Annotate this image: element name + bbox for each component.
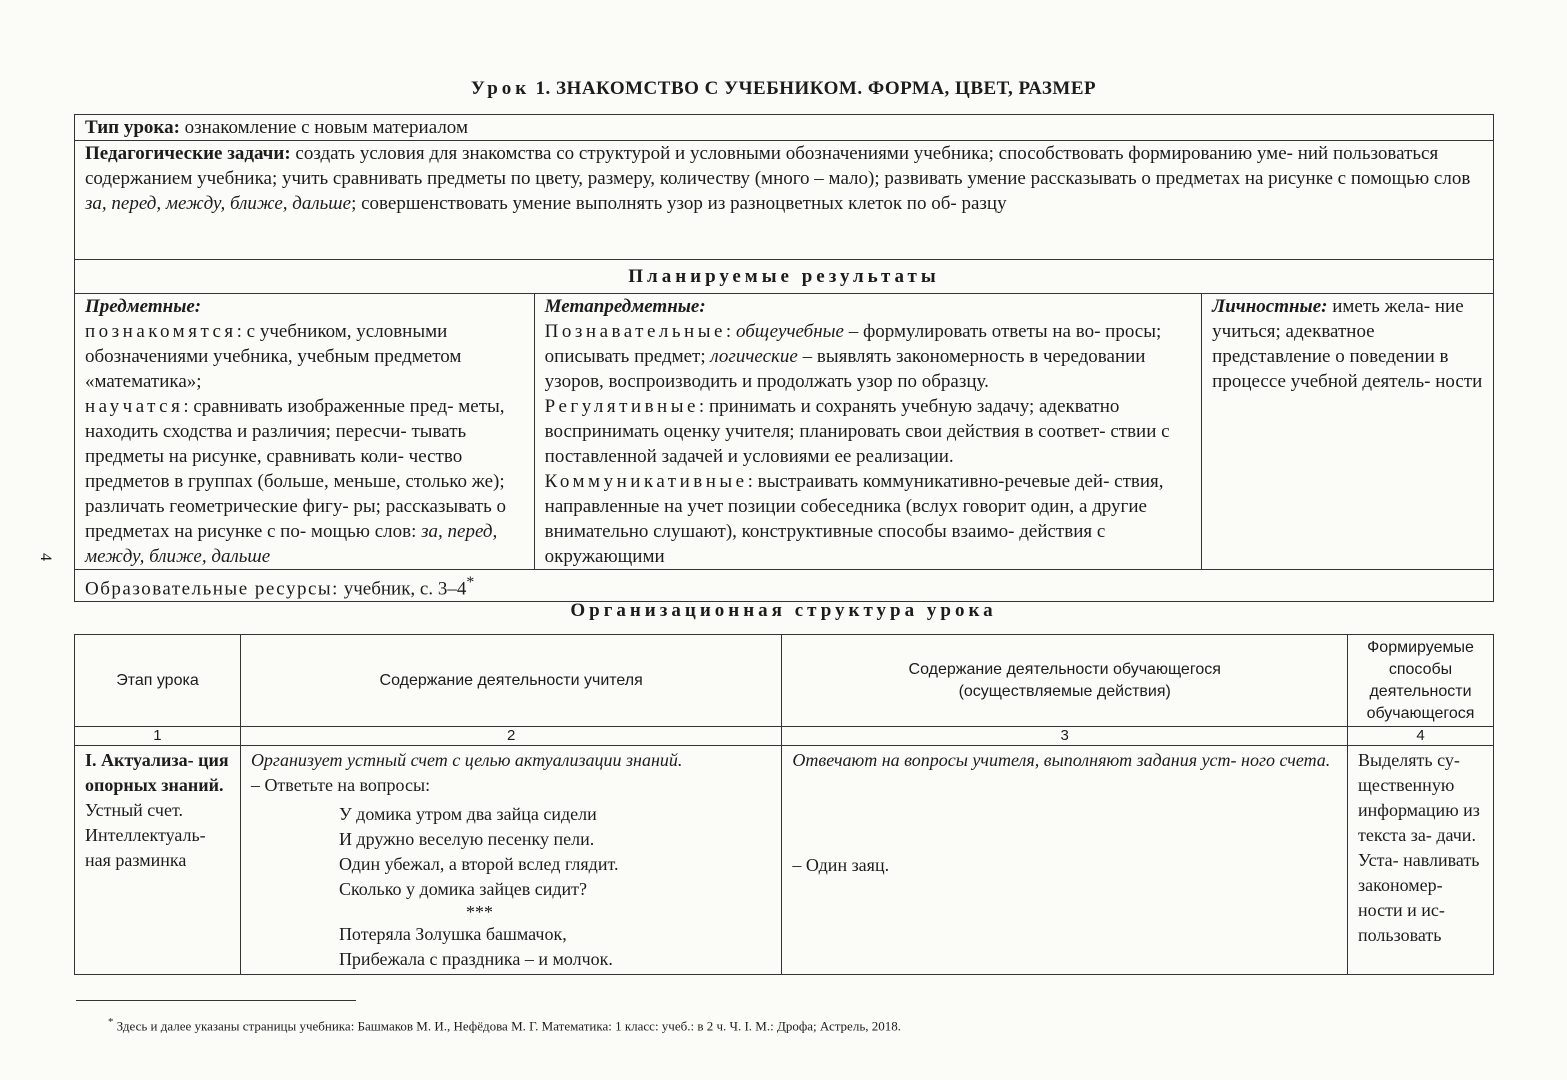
poem-separator: *** — [465, 902, 493, 922]
personal-label: Личностные: — [1212, 296, 1328, 317]
meta-communicative — [545, 469, 1191, 569]
subject-p1-text: : с учебником, условными обозначениями учебника, учебным предметом «математика»; — [85, 321, 462, 392]
resources-footnote-mark: * — [466, 574, 475, 591]
tasks-text-1: создать условия для знакомства со структурой и условными обозначениями учебника; способствовать формированию уме- ний пользоваться содержанием учебника; учить сравнивать предметы по цвету, размеру, количеству (много – мало); развивать умение рассказывать о предметах на рисунке с помощью слов — [85, 143, 1471, 189]
meta-cog-b: логические — [710, 346, 798, 367]
pedagogical-tasks-cell — [75, 141, 1494, 260]
tasks-words: за, перед, между, ближе, дальше — [85, 193, 352, 214]
subject-p1 — [85, 319, 524, 394]
poem-1 — [251, 802, 771, 902]
subject-p1-lead: познакомятся — [85, 321, 237, 342]
lesson-info-table — [74, 114, 1494, 602]
footnote-mark: * — [108, 1016, 114, 1028]
stage-cell — [75, 746, 241, 975]
lesson-title-text: 1. ЗНАКОМСТВО С УЧЕБНИКОМ. ФОРМА, ЦВЕТ, РАЗМЕР — [535, 78, 1097, 99]
meta-reg-text: : принимать и сохранять учебную задачу; адекватно воспринимать оценку учителя; планировать свои действия в соответ- ствии с поставленной задачей и условиями ее реализации. — [544, 396, 1170, 467]
lesson-structure-table — [74, 634, 1494, 975]
student-answer: – Один заяц. — [792, 855, 890, 875]
meta-reg-lead: Регулятивные — [544, 396, 699, 417]
lesson-title-prefix: Урок — [470, 78, 531, 99]
poem-2-line: Потеряла Золушка башмачок, — [338, 924, 567, 944]
col-header-student: Содержание деятельности обучающегося (осуществляемые действия) — [782, 635, 1348, 727]
meta-label: Метапредметные: — [544, 296, 706, 317]
subject-p2-lead: научатся — [85, 396, 184, 417]
meta-com-lead: Коммуникативные — [544, 471, 748, 492]
student-activity: Отвечают на вопросы учителя, выполняют задания уст- ного счета. — [792, 750, 1331, 770]
col-header-teacher: Содержание деятельности учителя — [240, 635, 781, 727]
resources-text: учебник, с. 3–4 — [343, 578, 467, 600]
meta-com-text: : выстраивать коммуникативно-речевые дей- ствия, направленные на учет позиции собеседника (вслух говорит один, а другие внимательно слушают), конструктивные способы взаимо- действия с окружающими — [544, 471, 1164, 567]
meta-cog-a: общеучебные — [735, 321, 844, 342]
poem-1-line: У домика утром два зайца сидели — [338, 804, 597, 824]
skills-text: Выделять су- щественную информацию из текста за- дачи. Уста- навливать закономер- ности и ис- пользовать — [1358, 750, 1480, 945]
subject-p2 — [85, 394, 524, 569]
col-number-2: 2 — [240, 727, 781, 746]
col-number-3: 3 — [782, 727, 1348, 746]
personal-results-cell — [1202, 294, 1494, 570]
lesson-type-value: ознакомление с новым материалом — [184, 117, 468, 138]
meta-cog-text2: – выявлять закономерность в чередовании узоров, воспроизводить и продолжать узор по образцу. — [544, 346, 1146, 392]
page-number: 4 — [37, 553, 54, 561]
subject-label: Предметные: — [85, 296, 202, 317]
footnote-text: Здесь и далее указаны страницы учебника: Башмаков М. И., Нефёдова М. Г. Математика: 1 класс: учеб.: в 2 ч. Ч. I. М.: Дрофа; Астрель, 2018. — [116, 1018, 901, 1034]
col-header-skills: Формируемые способы деятельности обучающегося — [1348, 635, 1494, 727]
structure-heading: Организационная структура урока — [570, 600, 997, 621]
poem-1-line: И дружно веселую песенку пели. — [338, 829, 595, 849]
meta-results-cell — [534, 294, 1201, 570]
resources-cell — [75, 570, 1494, 602]
skills-cell — [1348, 746, 1494, 975]
lesson-type-cell — [75, 115, 1494, 141]
poem-2 — [251, 922, 771, 972]
teacher-cell — [240, 746, 781, 975]
subject-results-cell — [75, 294, 535, 570]
resources-lead: Образовательные ресурсы: — [85, 578, 339, 600]
col-number-1: 1 — [75, 727, 241, 746]
lesson-title — [0, 78, 1567, 100]
footnote-divider — [76, 1000, 356, 1001]
stage-title: I. Актуализа- ция опорных знаний. — [85, 750, 229, 795]
student-cell — [782, 746, 1348, 975]
footnote — [108, 1016, 901, 1034]
col-number-4: 4 — [1348, 727, 1494, 746]
meta-cog-lead: Познавательные — [544, 321, 726, 342]
personal-text: иметь жела- ние учиться; адекватное представление о поведении в процессе учебной деятель- ности — [1212, 296, 1483, 392]
tasks-text-2: ; совершенствовать умение выполнять узор из разноцветных клеток по об- разцу — [351, 193, 1007, 214]
tasks-label: Педагогические задачи: — [85, 143, 291, 164]
subject-p2-words: за, перед, между, ближе, дальше — [85, 521, 498, 567]
col-header-stage: Этап урока — [75, 635, 241, 727]
teacher-prompt: – Ответьте на вопросы: — [250, 775, 431, 795]
meta-regulatory — [545, 394, 1191, 469]
meta-cog-text1: – формулировать ответы на во- просы; описывать предмет; — [544, 321, 1162, 367]
poem-1-line: Сколько у домика зайцев сидит? — [338, 879, 587, 899]
lesson-type-label: Тип урока: — [85, 117, 180, 138]
planned-results-heading: Планируемые результаты — [75, 260, 1494, 294]
poem-1-line: Один убежал, а второй вслед глядит. — [338, 854, 619, 874]
teacher-intro: Организует устный счет с целью актуализации знаний. — [250, 750, 683, 770]
stage-subtitle: Устный счет. Интеллектуаль- ная разминка — [85, 800, 206, 870]
meta-cognitive: Познавательные: общеучебные – формулировать ответы на во- просы; описывать предмет; логические – выявлять закономерность в чередовании узоров, воспроизводить и продолжать узор по образцу. — [544, 321, 1162, 392]
poem-2-line: Прибежала с праздника – и молчок. — [338, 949, 613, 969]
subject-p2-text: : сравнивать изображенные пред- меты, находить сходства и различия; пересчи- тывать предметы на рисунке, сравнивать коли- чество предметов в группах (больше, меньше, столько же); различать геометрические фигу- ры; рассказывать о предметах на рисунке с по- мощью слов: — [85, 396, 507, 542]
